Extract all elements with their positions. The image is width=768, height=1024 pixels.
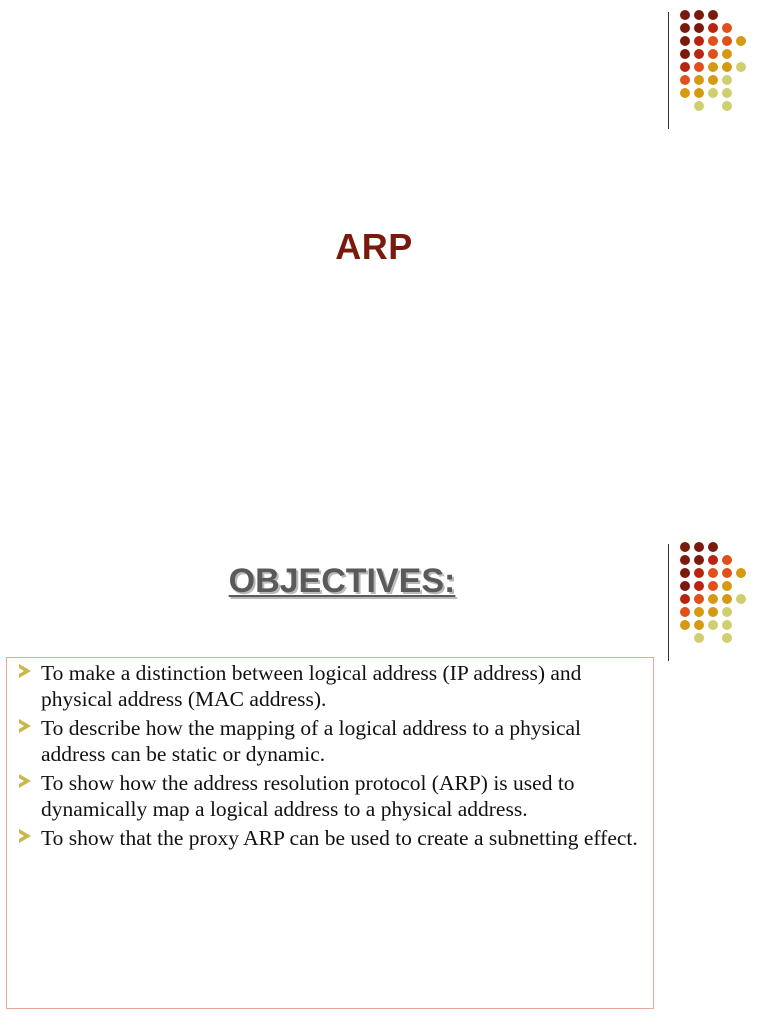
list-item [15,715,647,767]
decor-dot [708,620,718,630]
decor-dot [736,62,746,72]
decor-dot [694,568,704,578]
decor-dot [708,49,718,59]
decor-dot [680,542,690,552]
decor-dot [694,620,704,630]
objectives-box [6,657,654,1009]
objectives-heading: OBJECTIVES: [228,562,456,600]
decor-dot [736,568,746,578]
decor-dot [680,88,690,98]
decor-dot [722,49,732,59]
decor-dot [722,62,732,72]
decor-dot [680,75,690,85]
list-item-text: To describe how the mapping of a logical address to a physical address can be static or dynamic. [41,716,582,766]
decor-dot [722,88,732,98]
decor-dot [694,607,704,617]
decor-dot [680,23,690,33]
decor-dot [694,10,704,20]
dot-grid-icon [680,542,760,652]
decor-dot [708,62,718,72]
decor-dot [694,88,704,98]
decor-dot [708,36,718,46]
decor-dot [694,101,704,111]
list-item [15,770,647,822]
decor-dot [722,36,732,46]
decor-dot [722,633,732,643]
decor-dot [680,49,690,59]
decor-dot [708,555,718,565]
decor-dot [708,568,718,578]
decor-dot [722,555,732,565]
decor-dot [708,581,718,591]
decor-dot [708,10,718,20]
list-item-text: To show how the address resolution protocol (ARP) is used to dynamically map a logical address to a physical address. [41,771,575,821]
decor-dot [736,594,746,604]
decor-dot [694,555,704,565]
decor-dot [680,607,690,617]
decor-dot [680,10,690,20]
decor-dot [722,101,732,111]
decor-dot [708,607,718,617]
decor-dot [708,542,718,552]
decor-dot [680,62,690,72]
decor-dot [694,542,704,552]
list-item-text: To show that the proxy ARP can be used to create a subnetting effect. [41,826,638,850]
decor-dot [694,23,704,33]
decor-dot [680,36,690,46]
decor-dot [694,75,704,85]
arrow-bullet-icon [19,664,31,678]
decor-dot [736,36,746,46]
decor-dot [694,62,704,72]
list-item [15,660,647,712]
decor-dot [722,568,732,578]
decor-dot [708,88,718,98]
decor-dot [694,581,704,591]
divider-line [668,12,669,129]
list-item-text: To make a distinction between logical address (IP address) and physical address (MAC address). [41,661,582,711]
decor-dot [722,581,732,591]
decor-dot [722,23,732,33]
decor-dot [722,620,732,630]
decor-dot [694,594,704,604]
arrow-bullet-icon [19,774,31,788]
arrow-bullet-icon [19,719,31,733]
decor-dot [722,594,732,604]
slide-objectives [0,532,768,1024]
decor-dot [722,607,732,617]
decor-dot [694,49,704,59]
list-item [15,825,647,851]
decor-dot [680,620,690,630]
decor-dot [708,594,718,604]
dot-grid-icon [680,10,760,120]
slide-title-text: ARP [335,226,413,267]
decor-dot [708,75,718,85]
decor-dot [694,633,704,643]
decor-dot [708,23,718,33]
decor-dot [694,36,704,46]
objectives-list [15,660,647,854]
decor-dot [722,75,732,85]
arrow-bullet-icon [19,829,31,843]
